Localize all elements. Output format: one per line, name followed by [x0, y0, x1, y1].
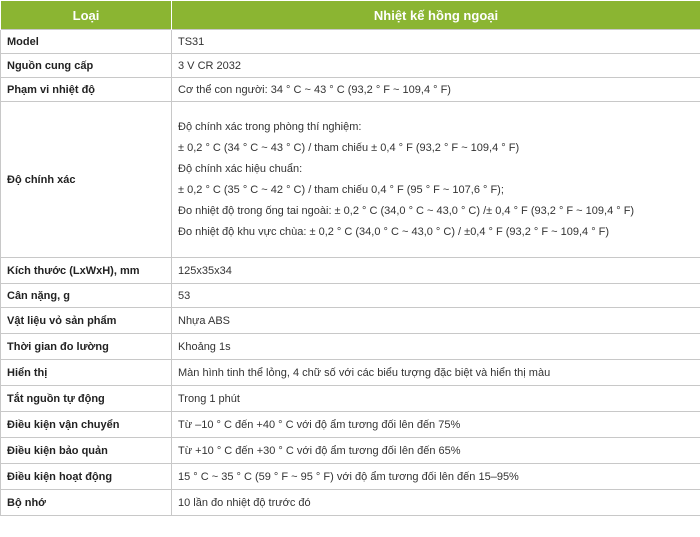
table-row — [1, 412, 700, 438]
row-label-operating: Điều kiện hoạt động — [1, 464, 172, 490]
row-value-measure-time: Khoảng 1s — [172, 334, 700, 360]
row-value-auto-off: Trong 1 phút — [172, 386, 700, 412]
row-value-accuracy — [172, 102, 700, 258]
accuracy-line: Đo nhiệt độ trong ống tai ngoài: ± 0,2 ° C (34,0 ° C ~ 43,0 ° C) /± 0,4 ° F (93,2 ° F ~ 109,4 ° F) — [178, 204, 635, 217]
row-value-operating: 15 ° C ~ 35 ° C (59 ° F ~ 95 ° F) với độ ẩm tương đối lên đến 15–95% — [172, 464, 700, 490]
row-label-memory: Bộ nhớ — [1, 490, 172, 516]
accuracy-line: ± 0,2 ° C (35 ° C ~ 42 ° C) / tham chiếu 0,4 ° F (95 ° F ~ 107,6 ° F); — [178, 183, 504, 196]
accuracy-line: Đo nhiệt độ khu vực chùa: ± 0,2 ° C (34,0 ° C ~ 43,0 ° C) / ±0,4 ° F (93,2 ° F ~ 109,4 ° F) — [178, 225, 610, 238]
table-row — [1, 54, 700, 78]
accuracy-line: Độ chính xác hiệu chuẩn: — [178, 162, 303, 175]
table-row — [1, 30, 700, 54]
row-label-material: Vật liệu vỏ sản phẩm — [1, 308, 172, 334]
header-product: Nhiệt kế hồng ngoại — [172, 1, 700, 30]
row-label-display: Hiển thị — [1, 360, 172, 386]
table-header-row — [1, 1, 700, 30]
row-label-measure-time: Thời gian đo lường — [1, 334, 172, 360]
row-label-dimensions: Kích thước (LxWxH), mm — [1, 258, 172, 284]
table-row — [1, 360, 700, 386]
table-row — [1, 464, 700, 490]
table-row — [1, 78, 700, 102]
row-value-range: Cơ thể con người: 34 ° C ~ 43 ° C (93,2 ° F ~ 109,4 ° F) — [172, 78, 700, 102]
row-label-transport: Điều kiện vận chuyển — [1, 412, 172, 438]
row-value-power: 3 V CR 2032 — [172, 54, 700, 78]
row-value-dimensions: 125x35x34 — [172, 258, 700, 284]
row-label-model: Model — [1, 30, 172, 54]
row-value-model: TS31 — [172, 30, 700, 54]
row-value-weight: 53 — [172, 284, 700, 308]
row-label-storage: Điều kiện bảo quản — [1, 438, 172, 464]
table-row — [1, 284, 700, 308]
header-type: Loại — [1, 1, 172, 30]
table-row — [1, 438, 700, 464]
table-row — [1, 258, 700, 284]
row-value-memory: 10 lần đo nhiệt độ trước đó — [172, 490, 700, 516]
table-row — [1, 386, 700, 412]
row-label-accuracy: Độ chính xác — [1, 102, 172, 258]
table-row — [1, 308, 700, 334]
row-label-power: Nguồn cung cấp — [1, 54, 172, 78]
row-label-weight: Cân nặng, g — [1, 284, 172, 308]
table-row — [1, 334, 700, 360]
row-value-material: Nhựa ABS — [172, 308, 700, 334]
accuracy-line: Độ chính xác trong phòng thí nghiệm: — [178, 120, 362, 133]
row-value-display: Màn hình tinh thể lỏng, 4 chữ số với các biểu tượng đặc biệt và hiển thị màu — [172, 360, 700, 386]
row-value-transport: Từ –10 ° C đến +40 ° C với độ ẩm tương đối lên đến 75% — [172, 412, 700, 438]
table-row — [1, 102, 700, 258]
row-label-auto-off: Tắt nguồn tự động — [1, 386, 172, 412]
row-label-range: Phạm vi nhiệt độ — [1, 78, 172, 102]
row-value-storage: Từ +10 ° C đến +30 ° C với độ ẩm tương đối lên đến 65% — [172, 438, 700, 464]
accuracy-line: ± 0,2 ° C (34 ° C ~ 43 ° C) / tham chiếu ± 0,4 ° F (93,2 ° F ~ 109,4 ° F) — [178, 141, 520, 154]
table-row — [1, 490, 700, 516]
